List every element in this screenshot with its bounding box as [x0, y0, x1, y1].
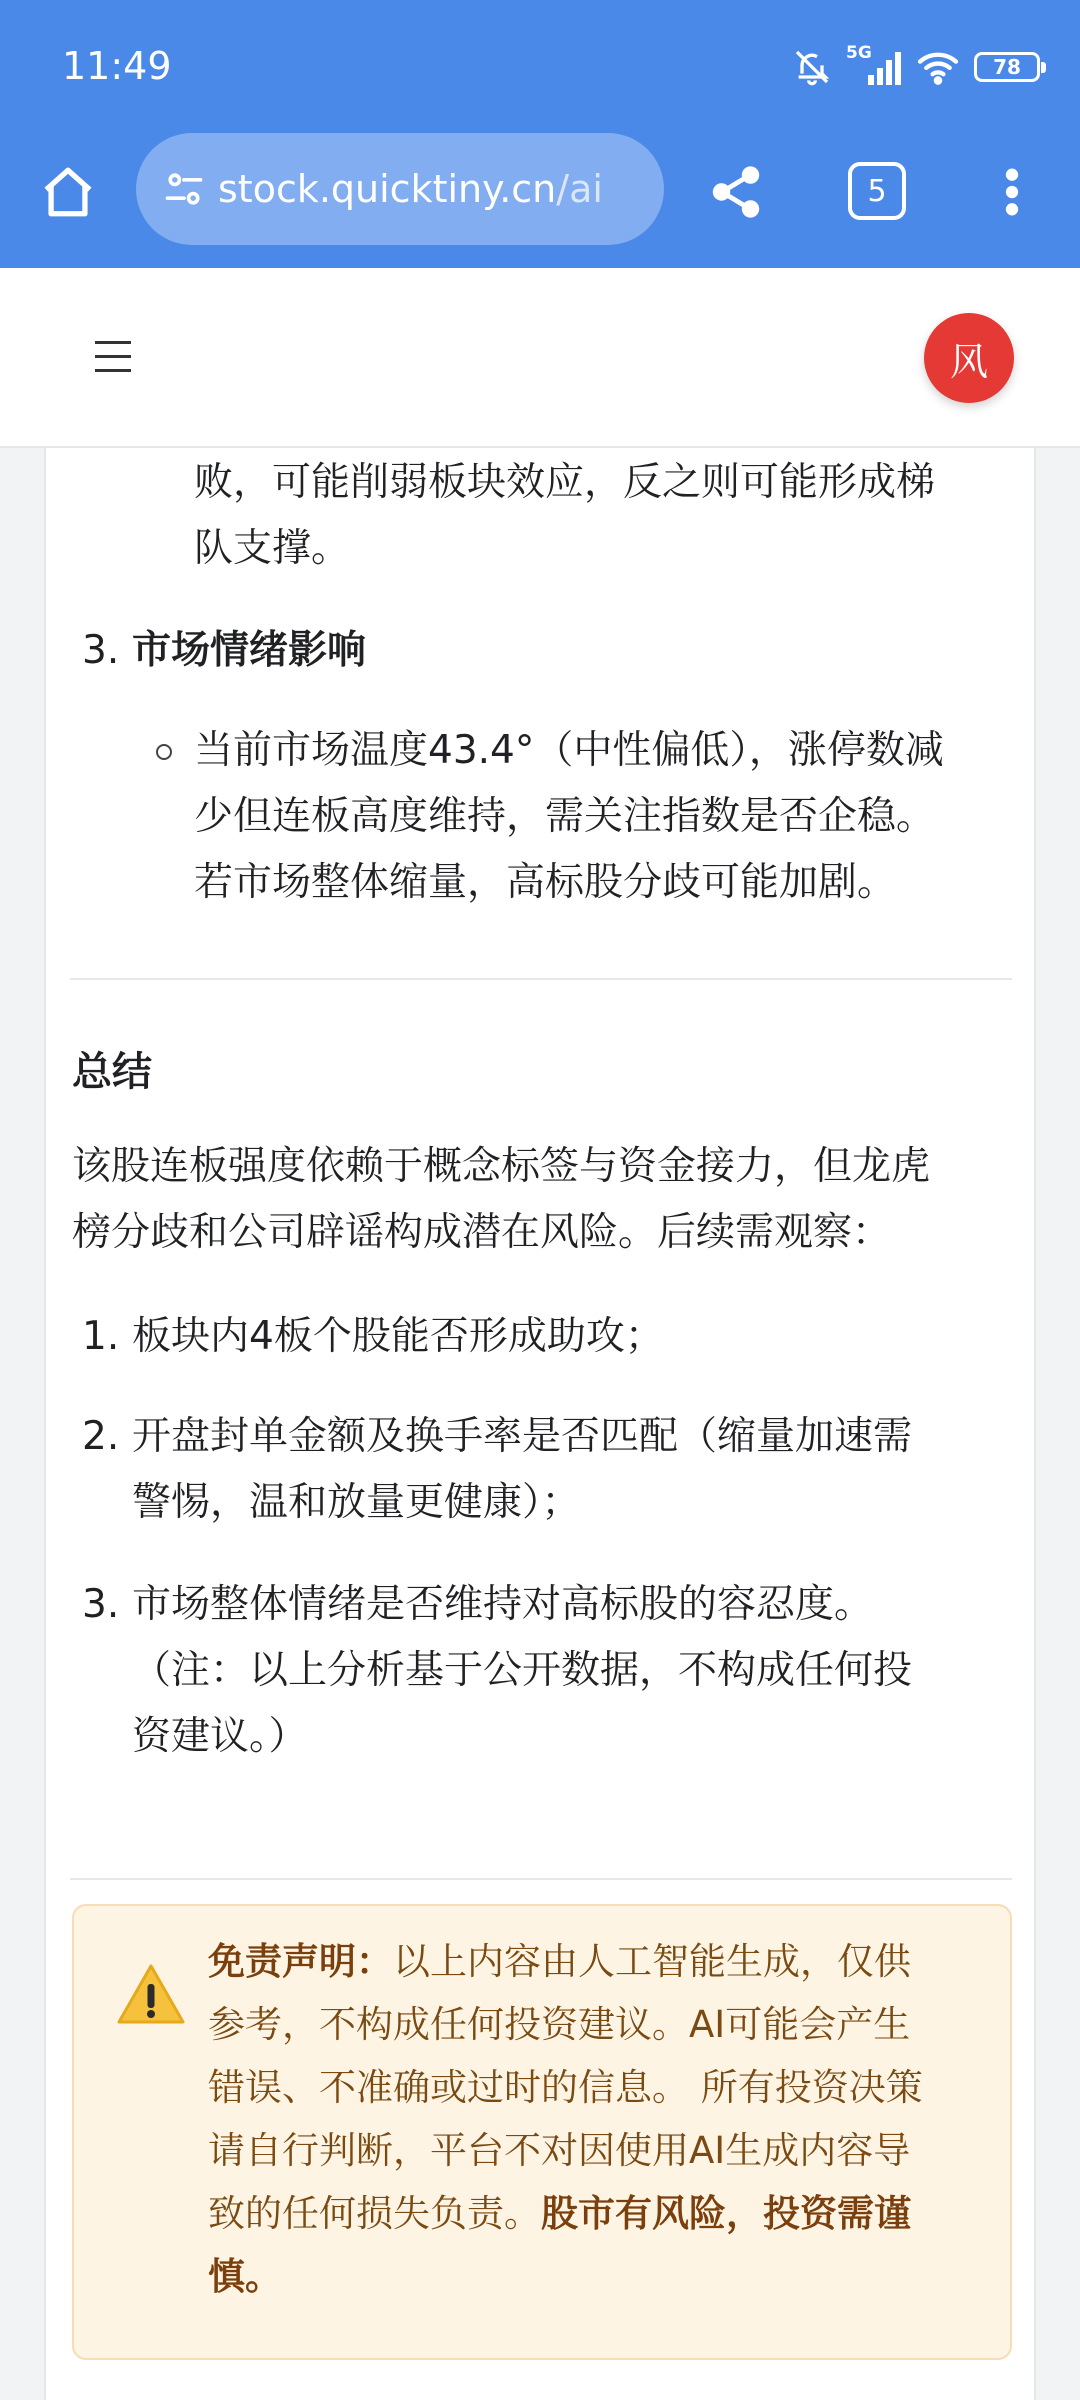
wifi-icon — [916, 49, 960, 85]
summary-text-line: 该股连板强度依赖于概念标签与资金接力，但龙虎 — [72, 1144, 931, 1189]
list-number: 1. — [82, 1314, 120, 1359]
url-path: /ai — [556, 167, 603, 211]
disclaimer-body: 参考，不构成任何投资建议。AI可能会产生 — [208, 2003, 911, 2046]
article-card — [44, 448, 1036, 2400]
disclaimer-body: 请自行判断，平台不对因使用AI生成内容导 — [208, 2129, 911, 2172]
tab-switcher-button[interactable]: 5 — [848, 162, 906, 220]
share-icon — [707, 163, 765, 221]
summary-text-line: 榜分歧和公司辟谣构成潜在风险。后续需观察： — [72, 1210, 892, 1255]
bullet-text-line: 若市场整体缩量，高标股分歧可能加剧。 — [194, 860, 897, 905]
status-bar — [0, 0, 1080, 130]
hamburger-menu-icon[interactable] — [78, 326, 148, 386]
disclaimer-box — [72, 1904, 1012, 2360]
continued-text-line: 败，可能削弱板块效应，反之则可能形成梯 — [194, 460, 936, 505]
disclaimer-body: 致的任何损失负责。 — [208, 2192, 541, 2235]
disclaimer-label: 免责声明： — [208, 1940, 393, 1983]
avatar[interactable]: 风 — [924, 313, 1014, 403]
share-button[interactable] — [700, 156, 772, 228]
status-time: 11:49 — [62, 44, 172, 88]
risk-warning: 股市有风险，投资需谨 — [541, 2192, 911, 2235]
list-item-title: 市场情绪影响 — [132, 628, 367, 673]
section-divider — [70, 1878, 1012, 1880]
status-icons — [792, 44, 1040, 90]
cellular-signal-icon — [846, 43, 902, 87]
battery-level: 78 — [993, 55, 1021, 79]
summary-heading: 总结 — [72, 1049, 152, 1095]
disclaimer-text — [208, 1930, 988, 2308]
disclaimer-body: 错误、不准确或过时的信息。 所有投资决策 — [208, 2066, 923, 2109]
site-header — [0, 268, 1080, 448]
continued-text-line: 队支撑。 — [194, 526, 351, 571]
site-settings-icon[interactable] — [156, 161, 212, 217]
list-item-text: 开盘封单金额及换手率是否匹配（缩量加速需 — [132, 1414, 913, 1459]
home-icon — [39, 163, 97, 221]
browser-toolbar — [0, 130, 1080, 268]
list-number: 3. — [82, 628, 120, 673]
battery-icon — [974, 52, 1040, 82]
browser-chrome — [0, 0, 1080, 268]
home-button[interactable] — [32, 156, 104, 228]
bullet-circle-icon — [156, 744, 172, 760]
bullet-text-line: 少但连板高度维持，需关注指数是否企稳。 — [194, 794, 936, 839]
list-item-text: （注：以上分析基于公开数据，不构成任何投 — [132, 1648, 913, 1693]
disclaimer-body: 以上内容由人工智能生成，仅供 — [393, 1940, 911, 1983]
network-type: 5G — [846, 43, 872, 63]
url-host: stock.quicktiny.cn — [218, 167, 557, 211]
bell-muted-icon — [792, 47, 832, 87]
list-number: 2. — [82, 1414, 120, 1459]
warning-icon — [116, 1962, 186, 2026]
url-text — [218, 167, 603, 211]
list-item-text: 板块内4板个股能否形成助攻； — [132, 1314, 664, 1359]
risk-warning: 慎。 — [208, 2255, 282, 2298]
list-item-text: 警惕，温和放量更健康）； — [132, 1480, 581, 1525]
address-bar[interactable] — [136, 133, 664, 245]
section-divider — [70, 978, 1012, 980]
list-item-text: 资建议。） — [132, 1714, 308, 1759]
more-vert-icon — [1004, 167, 1020, 217]
bullet-text-line: 当前市场温度43.4°（中性偏低），涨停数减 — [194, 728, 944, 773]
list-item-text: 市场整体情绪是否维持对高标股的容忍度。 — [132, 1582, 874, 1627]
browser-menu-button[interactable] — [986, 156, 1038, 228]
list-number: 3. — [82, 1582, 120, 1627]
